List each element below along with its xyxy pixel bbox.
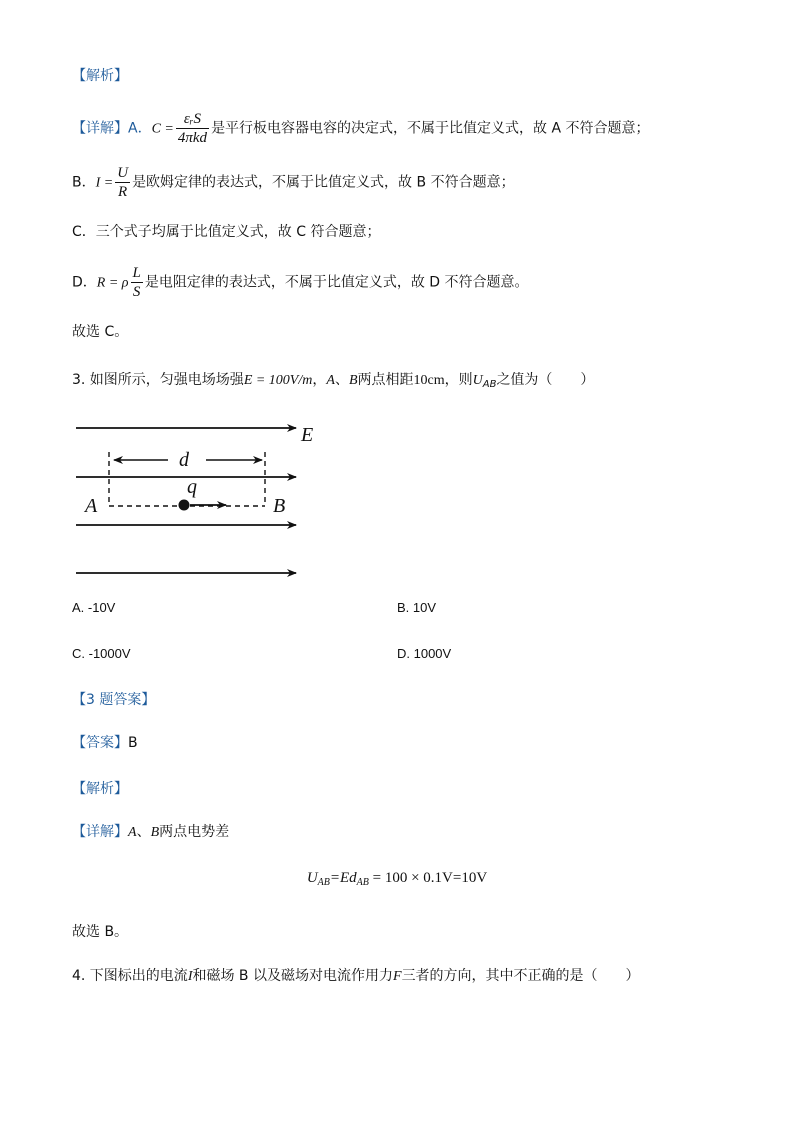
detail-3-b: B bbox=[150, 825, 160, 840]
detail-3-a: A bbox=[128, 825, 137, 840]
eq-mid: =Ed bbox=[329, 870, 357, 886]
detail-d-line bbox=[72, 264, 529, 301]
eq-u: U bbox=[306, 870, 318, 886]
choose-b-line: 故选 B。 bbox=[72, 924, 129, 940]
label-d: d bbox=[179, 449, 189, 471]
analysis-heading: 【解析】 bbox=[72, 68, 128, 84]
q3-text-1: 3. 如图所示，匀强电场场强 bbox=[72, 372, 244, 388]
answer-tag: 【答案】 bbox=[72, 735, 128, 751]
detail-a-line bbox=[72, 110, 650, 147]
detail-3-sep: 、 bbox=[136, 824, 151, 840]
q3-distance: 10cm bbox=[413, 373, 445, 388]
q3-text-6: 之值为（ ） bbox=[496, 372, 595, 388]
q3-text-2: ， bbox=[312, 372, 327, 388]
answer-line bbox=[72, 733, 138, 753]
question-4 bbox=[72, 966, 640, 987]
detail-b-text: 是欧姆定律的表达式，不属于比值定义式，故 B 不符合题意； bbox=[132, 174, 515, 191]
option-a: A. -10V bbox=[72, 600, 116, 615]
q4-text-2: 和磁场 B 以及磁场对电流作用力 bbox=[192, 968, 393, 984]
option-b: B. 10V bbox=[397, 600, 437, 615]
detail-b-prefix: B． bbox=[72, 174, 96, 191]
label-a: A bbox=[85, 495, 98, 517]
detail-d-prefix: D． bbox=[72, 274, 97, 291]
q4-i: I bbox=[187, 969, 193, 984]
question-3 bbox=[72, 370, 594, 395]
detail-d-formula-lhs: R = ρ bbox=[96, 275, 129, 291]
detail-3-line bbox=[72, 822, 229, 843]
detail-a-formula-lhs: C = bbox=[151, 121, 174, 137]
detail-b-frac-num: U bbox=[117, 165, 129, 181]
detail-b-frac-den: R bbox=[118, 184, 128, 200]
detail-a-text: 是平行板电容器电容的决定式，不属于比值定义式，故 A 不符合题意； bbox=[211, 120, 650, 137]
label-e: E bbox=[301, 424, 314, 446]
detail-b-formula-lhs: I = bbox=[95, 175, 114, 191]
answer-heading: 【3 题答案】 bbox=[72, 692, 156, 708]
eq-rhs: = 100 × 0.1V=10V bbox=[368, 870, 488, 886]
detail-d-frac-num: L bbox=[132, 265, 141, 281]
detail-d-text: 是电阻定律的表达式，不属于比值定义式，故 D 不符合题意。 bbox=[144, 274, 529, 291]
choose-c-line: 故选 C。 bbox=[72, 324, 129, 340]
q3-u-sub: AB bbox=[482, 379, 497, 390]
detail-d-fraction bbox=[131, 264, 143, 301]
detail-3-text: 两点电势差 bbox=[159, 824, 230, 840]
q4-text-1: 4. 下图标出的电流 bbox=[72, 968, 188, 984]
q4-f: F bbox=[393, 969, 402, 984]
detail-b-line bbox=[72, 164, 515, 201]
eq-d-sub: AB bbox=[356, 877, 369, 888]
detail-3-tag: 【详解】 bbox=[72, 824, 128, 840]
detail-d-frac-den: S bbox=[132, 284, 141, 300]
detail-b-fraction bbox=[115, 164, 130, 201]
eq-u-sub: AB bbox=[317, 877, 330, 888]
equation-line bbox=[0, 870, 794, 888]
detail-a-prefix: 【详解】A． bbox=[72, 120, 152, 137]
q4-text-3: 三者的方向，其中不正确的是（ ） bbox=[401, 968, 640, 984]
electric-field-diagram bbox=[72, 412, 332, 588]
label-b: B bbox=[273, 495, 286, 517]
charge-dot bbox=[179, 500, 190, 511]
q3-text-4: 两点相距 bbox=[357, 372, 414, 388]
option-d: D. 1000V bbox=[397, 646, 452, 661]
q3-text-3: 、 bbox=[334, 372, 349, 388]
q3-field-eq: E = 100V/m bbox=[243, 373, 313, 388]
detail-a-frac-den: 4πkd bbox=[177, 130, 208, 146]
q3-point-b: B bbox=[348, 373, 358, 388]
analysis-heading-2: 【解析】 bbox=[72, 781, 128, 797]
detail-a-fraction bbox=[176, 110, 209, 147]
option-c: C. -1000V bbox=[72, 646, 131, 661]
detail-c-line: C．三个式子均属于比值定义式，故 C 符合题意； bbox=[72, 224, 381, 240]
answer-value: B bbox=[128, 735, 138, 751]
q3-text-5: ，则 bbox=[444, 372, 473, 388]
detail-a-frac-num: εᵣS bbox=[176, 110, 209, 129]
label-q: q bbox=[187, 476, 197, 498]
q3-u: U bbox=[472, 373, 483, 388]
q3-point-a: A bbox=[326, 373, 335, 388]
